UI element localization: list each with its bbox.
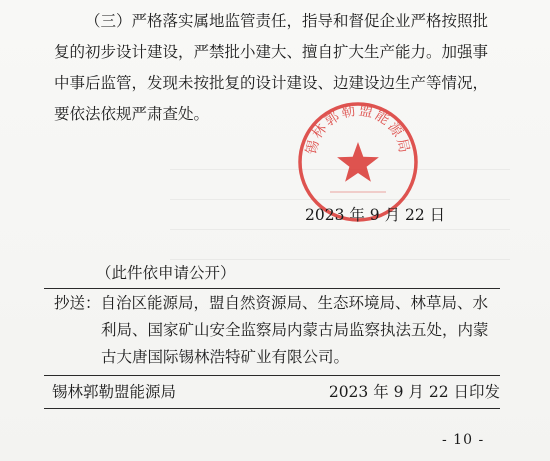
paragraph-line: 复的初步设计建设，严禁批小建大、擅自扩大生产能力。加强事: [54, 43, 489, 61]
page-number: - 10 -: [442, 432, 485, 448]
divider-bottom: [44, 408, 500, 409]
divider-top: [44, 288, 500, 289]
divider-middle: [44, 375, 500, 376]
cc-section: [54, 290, 504, 371]
cc-line: 利局、国家矿山安全监察局内蒙古局监察执法五处，内蒙: [101, 321, 489, 339]
star-icon: [337, 142, 379, 182]
paragraph-line: （三）严格落实属地监管责任，指导和督促企业严格按照批: [85, 12, 489, 30]
cc-line: 古大唐国际锡林浩特矿业有限公司。: [101, 348, 350, 366]
body-paragraph: [54, 6, 504, 130]
disclosure-note: （此件依申请公开）: [96, 264, 236, 282]
seal-text: 锡林郭勒盟能源局: [303, 102, 413, 157]
paragraph-line: 要依法依规严肃查处。: [54, 105, 210, 123]
signature-date: 2023 年 9 月 22 日: [305, 206, 446, 224]
issuer-name: 锡林郭勒盟能源局: [52, 383, 177, 401]
paragraph-line: 中事后监管，发现未按批复的设计建设、边建设边生产等情况，: [54, 74, 489, 92]
issue-date: 2023 年 9 月 22 日印发: [328, 383, 500, 401]
cc-line: 抄送：自治区能源局，盟自然资源局、生态环境局、林草局、水: [54, 294, 489, 312]
